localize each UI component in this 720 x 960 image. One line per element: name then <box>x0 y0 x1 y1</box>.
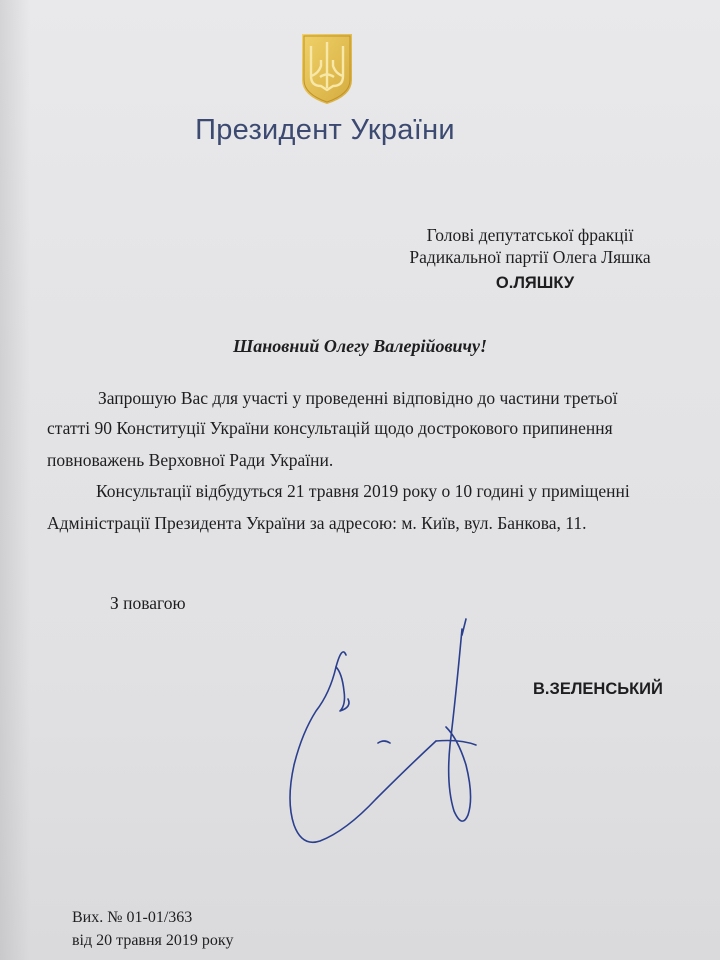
closing-phrase: З повагою <box>110 593 186 613</box>
body-line: Адміністрації Президента України за адресою: м. Київ, вул. Банкова, 11. <box>47 513 587 533</box>
body-line: Консультації відбудуться 21 травня 2019 року о 10 годині у приміщенні <box>96 481 630 501</box>
outgoing-number: Вих. № 01-01/363 <box>72 909 193 926</box>
addressee-name: О.ЛЯШКУ <box>495 274 575 292</box>
handwritten-signature <box>250 615 520 870</box>
salutation: Шановний Олегу Валерійовичу! <box>233 336 487 356</box>
letterhead-title: Президент України <box>195 114 455 146</box>
body-line: статті 90 Конституції України консультацій щодо дострокового припинення <box>47 418 613 438</box>
body-line: повноважень Верховної Ради України. <box>47 450 334 470</box>
addressee-line-2: Радикальної партії Олега Ляшка <box>409 247 651 267</box>
signer-name: В.ЗЕЛЕНСЬКИЙ <box>533 680 663 698</box>
body-line: Запрошую Вас для участі у проведенні відповідно до частини третьої <box>98 388 618 408</box>
addressee-block <box>380 224 680 268</box>
addressee-line-1: Голові депутатської фракції <box>426 225 634 245</box>
trident-emblem-icon <box>298 30 356 106</box>
outgoing-date: від 20 травня 2019 року <box>72 932 234 949</box>
outgoing-reference <box>72 906 233 952</box>
